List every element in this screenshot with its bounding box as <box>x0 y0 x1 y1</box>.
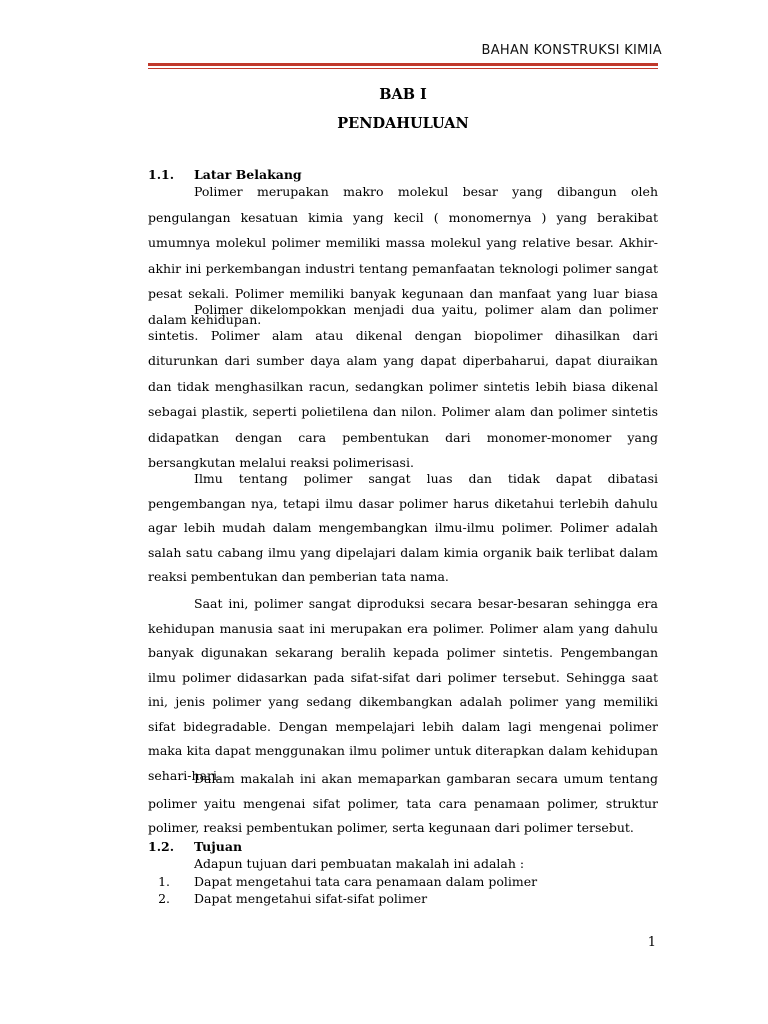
list-item <box>148 873 658 890</box>
chapter-title: PENDAHULUAN <box>337 115 469 132</box>
paragraph-4: Saat ini, polimer sangat diproduksi secara besar-besaran sehingga era kehidupan manusia saat ini merupakan era polimer. Polimer alam yang dahulu banyak digunakan sekarang beralih kepada polimer sintetis. Pengembangan ilmu polimer didasarkan pada sifat-sifat dari polimer tersebut. Sehingga saat ini, jenis polimer yang sedang dikembangkan adalah polimer yang memiliki sifat bidegradable. Dengan mempelajari lebih dalam lagi mengenai polimer maka kita dapat menggunakan ilmu polimer untuk diterapkan dalam kehidupan sehari-hari. <box>148 596 658 783</box>
list-item-text: Dapat mengetahui tata cara penamaan dalam polimer <box>194 874 538 889</box>
list-item-text: Dapat mengetahui sifat-sifat polimer <box>194 891 428 906</box>
header-rule-thick <box>148 63 658 66</box>
section-number: 1.1. <box>148 167 175 182</box>
paragraph-2: Polimer dikelompokkan menjadi dua yaitu, polimer alam dan polimer sintetis. Polimer alam atau dikenal dengan biopolimer dihasilkan dari diturunkan dari sumber daya alam yang dapat diperbaharui, dapat diuraikan dan tidak menghasilkan racun, sedangkan polimer sintetis lebih biasa dikenal sebagai plastik, seperti polietilena dan nilon. Polimer alam dan polimer sintetis didapatkan dengan cara pembentukan dari monomer-monomer yang bersangkutan melalui reaksi polimerisasi. <box>148 302 658 470</box>
chapter-number: BAB I <box>379 86 427 103</box>
list-item-number: 2. <box>158 891 170 906</box>
section-title: Latar Belakang <box>194 167 302 182</box>
list-item <box>148 890 658 907</box>
header-rule-thin <box>148 68 658 69</box>
goals-list <box>148 873 658 907</box>
paragraph-1: Polimer merupakan makro molekul besar yang dibangun oleh pengulangan kesatuan kimia yang kecil ( monomernya ) yang berakibat umumnya molekul polimer memiliki massa molekul yang relative besar. Akhir-akhir ini perkembangan industri tentang pemanfaatan teknologi polimer sangat pesat sekali. Polimer memiliki banyak kegunaan dan manfaat yang luar biasa dalam kehidupan. <box>148 184 658 327</box>
section-number: 1.2. <box>148 839 175 854</box>
section-title: Tujuan <box>194 839 243 854</box>
paragraph-5: Dalam makalah ini akan memaparkan gambaran secara umum tentang polimer yaitu mengenai sifat polimer, tata cara penamaan polimer, struktur polimer, reaksi pembentukan polimer, serta kegunaan dari polimer tersebut. <box>148 771 658 835</box>
paragraph-3: Ilmu tentang polimer sangat luas dan tidak dapat dibatasi pengembangan nya, tetapi ilmu dasar polimer harus diketahui terlebih dahulu agar lebih mudah dalam mengembangkan ilmu-ilmu polimer. Polimer adalah salah satu cabang ilmu yang dipelajari dalam kimia organik baik terlibat dalam reaksi pembentukan dan pemberian tata nama. <box>148 471 658 584</box>
page-number: 1 <box>647 935 656 950</box>
goals-intro: Adapun tujuan dari pembuatan makalah ini adalah : <box>194 856 525 871</box>
list-item-number: 1. <box>158 874 170 889</box>
running-header: BAHAN KONSTRUKSI KIMIA <box>481 43 662 58</box>
section-heading-tujuan <box>148 839 658 854</box>
